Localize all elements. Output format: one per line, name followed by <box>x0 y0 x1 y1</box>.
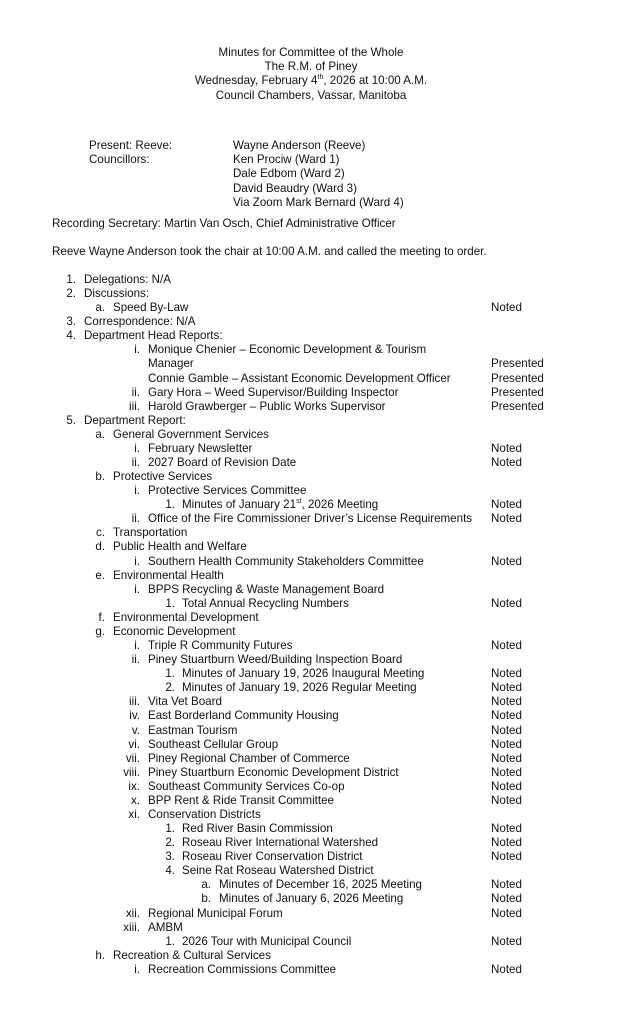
item-text <box>148 386 398 400</box>
item-marker: 1. <box>66 273 76 286</box>
item-text-main: Public Health and Welfare <box>113 540 247 554</box>
item-text <box>84 315 196 329</box>
councillor: David Beaudry (Ward 3) <box>233 181 357 195</box>
item-text-main: Piney Stuartburn Economic Development District <box>148 765 399 779</box>
item-text-main: Southeast Cellular Group <box>148 737 279 751</box>
agenda-item <box>0 498 622 512</box>
item-marker: ii. <box>131 456 140 470</box>
item-text-main: BPPS Recycling & Waste Management Board <box>148 582 385 596</box>
item-text <box>148 442 252 456</box>
item-text <box>113 949 271 963</box>
item-status: Noted <box>491 667 522 681</box>
item-status: Noted <box>491 723 522 737</box>
agenda-item <box>0 273 622 287</box>
item-marker: iii. <box>129 399 140 413</box>
item-text <box>182 935 351 949</box>
item-text <box>182 597 349 611</box>
item-status: Noted <box>491 934 522 948</box>
item-status: Presented <box>491 399 544 413</box>
agenda-item <box>0 681 622 695</box>
item-text <box>148 653 402 667</box>
item-text <box>148 963 336 977</box>
item-text-main: Piney Regional Chamber of Commerce <box>148 751 350 765</box>
agenda-item <box>0 386 622 400</box>
item-text <box>148 921 183 935</box>
item-status: Noted <box>491 639 522 653</box>
item-text <box>182 498 378 512</box>
item-text <box>84 329 223 343</box>
item-status: Noted <box>491 695 522 709</box>
item-text <box>182 667 424 681</box>
agenda-item <box>0 442 622 456</box>
item-status: Noted <box>491 554 522 568</box>
item-text <box>182 681 417 695</box>
item-text-main: Department Head Reports: <box>84 329 223 343</box>
item-text-main: Southern Health Community Stakeholders Committee <box>148 554 424 568</box>
item-marker: i. <box>134 343 140 357</box>
item-status: Noted <box>491 441 522 455</box>
item-text <box>148 808 261 822</box>
item-text-main: Office of the Fire Commissioner Driver’s License Requirements <box>148 512 473 526</box>
item-text-main: Manager <box>148 357 194 371</box>
item-status: Noted <box>491 456 522 470</box>
item-text-main: Connie Gamble – Assistant Economic Development Officer <box>148 371 451 385</box>
item-marker: ii. <box>131 385 140 399</box>
item-text-main: Protective Services Committee <box>148 484 307 498</box>
item-text <box>148 639 293 653</box>
item-text <box>84 287 149 301</box>
date-time-text: , 2026 at 10:00 A.M. <box>323 74 428 88</box>
item-text-main: Regional Municipal Forum <box>148 906 283 920</box>
item-text <box>148 907 283 921</box>
item-marker: g. <box>95 624 105 638</box>
item-marker: x. <box>130 793 140 807</box>
item-text <box>113 526 187 540</box>
item-text-main: Conservation Districts <box>148 807 261 821</box>
item-marker: 1. <box>165 934 175 948</box>
item-text-main: Protective Services <box>113 470 213 484</box>
agenda-item <box>0 667 622 681</box>
agenda-item <box>0 808 622 822</box>
agenda-item <box>0 653 622 667</box>
item-marker: b. <box>95 470 105 484</box>
item-text <box>84 273 171 287</box>
agenda-item <box>0 752 622 766</box>
item-marker: xi. <box>128 807 140 821</box>
item-marker: i. <box>134 582 140 596</box>
item-text-main: 2026 Tour with Municipal Council <box>182 934 352 948</box>
item-text <box>219 878 422 892</box>
item-marker: ii. <box>131 653 140 667</box>
item-marker: f. <box>98 610 105 624</box>
item-text-main: Triple R Community Futures <box>148 639 293 653</box>
agenda-item <box>0 639 622 653</box>
item-marker: c. <box>95 526 105 540</box>
item-status: Noted <box>491 836 522 850</box>
item-status: Noted <box>491 850 522 864</box>
agenda-item <box>0 287 622 301</box>
item-status: Presented <box>491 371 544 385</box>
item-marker: xii. <box>125 906 140 920</box>
item-marker: 3. <box>165 850 175 864</box>
item-marker: a. <box>201 878 211 892</box>
agenda-item <box>0 625 622 639</box>
agenda-item <box>0 864 622 878</box>
item-marker: 4. <box>66 329 76 343</box>
item-status: Noted <box>491 709 522 723</box>
item-text <box>148 357 194 371</box>
item-marker: vii. <box>125 751 140 765</box>
item-status: Noted <box>491 751 522 765</box>
agenda-list <box>0 273 622 977</box>
agenda-item <box>0 963 622 977</box>
agenda-item <box>0 526 622 540</box>
agenda-item <box>0 850 622 864</box>
call-to-order: Reeve Wayne Anderson took the chair at 10:00 A.M. and called the meeting to order. <box>52 245 487 258</box>
agenda-item <box>0 709 622 723</box>
agenda-item <box>0 738 622 752</box>
item-text-main: Recreation & Cultural Services <box>113 948 271 962</box>
item-marker: i. <box>134 441 140 455</box>
item-text <box>113 301 188 315</box>
item-text-main: Recreation Commissions Committee <box>148 962 337 976</box>
item-text <box>148 709 339 723</box>
item-text-main: Department Report: <box>84 413 186 427</box>
agenda-item <box>0 780 622 794</box>
attendance-block <box>89 139 404 210</box>
agenda-item <box>0 921 622 935</box>
item-marker: a. <box>95 301 105 315</box>
item-text <box>182 850 362 864</box>
item-status: Noted <box>491 737 522 751</box>
item-text-main: Roseau River International Watershed <box>182 836 379 850</box>
item-status: Noted <box>491 878 522 892</box>
agenda-item <box>0 583 622 597</box>
item-text <box>113 428 269 442</box>
item-marker: iii. <box>129 695 140 709</box>
item-text <box>182 864 374 878</box>
item-text <box>148 752 350 766</box>
item-status: Noted <box>491 498 522 512</box>
item-text <box>182 836 378 850</box>
councillors-label: Councillors: <box>89 153 150 167</box>
item-text <box>113 569 224 583</box>
agenda-item <box>0 456 622 470</box>
agenda-item <box>0 935 622 949</box>
item-marker: i. <box>134 554 140 568</box>
item-text-main: Environmental Development <box>113 610 259 624</box>
item-status: Noted <box>491 765 522 779</box>
item-status: Noted <box>491 681 522 695</box>
item-text <box>113 540 247 554</box>
item-text <box>148 456 296 470</box>
item-text-main: Delegations: N/A <box>84 273 171 286</box>
item-text-main: 2027 Board of Revision Date <box>148 456 297 470</box>
item-status: Noted <box>491 962 522 976</box>
agenda-item <box>0 555 622 569</box>
date-text: Wednesday, February 4 <box>194 74 318 88</box>
item-text <box>148 738 278 752</box>
agenda-item <box>0 878 622 892</box>
item-marker: vi. <box>128 737 140 751</box>
agenda-item <box>0 372 622 386</box>
agenda-item <box>0 569 622 583</box>
agenda-item <box>0 724 622 738</box>
item-status: Presented <box>491 357 544 371</box>
item-marker: a. <box>95 427 105 441</box>
item-text-main: Red River Basin Commission <box>182 822 333 836</box>
item-marker: 2. <box>165 681 175 695</box>
item-text <box>148 766 399 780</box>
item-text-main: Harold Grawberger – Public Works Supervisor <box>148 399 386 413</box>
item-text <box>84 414 186 428</box>
item-marker: b. <box>201 892 211 906</box>
item-status: Noted <box>491 906 522 920</box>
item-text <box>148 583 384 597</box>
item-marker: 2. <box>165 836 175 850</box>
item-text-main: Minutes of December 16, 2025 Meeting <box>219 878 423 892</box>
item-marker: h. <box>95 948 105 962</box>
item-status: Noted <box>491 596 522 610</box>
item-text-main: East Borderland Community Housing <box>148 709 339 723</box>
document-title: Minutes for Committee of the Whole <box>218 46 404 59</box>
item-text-main: Minutes of January 21 <box>182 498 297 512</box>
item-text-main: Correspondence: N/A <box>84 315 196 329</box>
document-header <box>0 46 622 103</box>
item-text <box>113 611 259 625</box>
agenda-item <box>0 822 622 836</box>
councillor: Ken Prociw (Ward 1) <box>233 153 340 167</box>
item-text-main: February Newsletter <box>148 441 253 455</box>
item-marker: 1. <box>165 667 175 681</box>
agenda-item <box>0 400 622 414</box>
item-text-main: Economic Development <box>113 624 236 638</box>
item-status: Noted <box>491 779 522 793</box>
item-marker: 4. <box>165 864 175 878</box>
item-text-main: Eastman Tourism <box>148 723 238 737</box>
item-marker: 3. <box>66 315 76 329</box>
item-text <box>148 484 307 498</box>
item-text-rest: , 2026 Meeting <box>301 498 379 512</box>
agenda-item <box>0 794 622 808</box>
agenda-item <box>0 540 622 554</box>
item-marker: i. <box>134 639 140 653</box>
date-ordinal: th <box>317 74 324 82</box>
item-text-main: Minutes of January 19, 2026 Regular Meeting <box>182 681 417 695</box>
item-text <box>182 822 333 836</box>
meeting-location: Council Chambers, Vassar, Manitoba <box>215 88 407 102</box>
item-marker: e. <box>95 568 105 582</box>
agenda-item <box>0 301 622 315</box>
item-text <box>113 625 235 639</box>
item-marker: 1. <box>165 596 175 610</box>
item-marker: 5. <box>66 413 76 427</box>
item-status: Noted <box>491 892 522 906</box>
item-text <box>148 372 451 386</box>
councillor: Dale Edbom (Ward 2) <box>233 167 345 181</box>
item-marker: viii. <box>123 765 140 779</box>
agenda-item <box>0 836 622 850</box>
item-text-ordinal: st <box>296 498 302 506</box>
item-marker: v. <box>131 723 140 737</box>
recording-secretary: Recording Secretary: Martin Van Osch, Chief Administrative Officer <box>52 217 396 230</box>
item-text-main: Transportation <box>113 526 188 540</box>
item-status: Noted <box>491 512 522 526</box>
item-marker: ix. <box>128 779 140 793</box>
item-text-main: AMBM <box>148 920 183 934</box>
item-status: Noted <box>491 301 522 315</box>
agenda-item <box>0 949 622 963</box>
agenda-item <box>0 907 622 921</box>
agenda-item <box>0 414 622 428</box>
item-text-main: Roseau River Conservation District <box>182 850 363 864</box>
item-text-main: Speed By-Law <box>113 301 189 315</box>
agenda-item <box>0 611 622 625</box>
municipality-name: The R.M. of Piney <box>264 60 358 74</box>
item-text-main: Seine Rat Roseau Watershed District <box>182 864 374 878</box>
item-text-main: Environmental Health <box>113 568 224 582</box>
item-text-main: Southeast Community Services Co-op <box>148 779 345 793</box>
item-text-main: BPP Rent & Ride Transit Committee <box>148 793 335 807</box>
item-text <box>113 470 212 484</box>
item-text <box>148 512 472 526</box>
agenda-item <box>0 512 622 526</box>
item-text <box>148 400 386 414</box>
item-status: Noted <box>491 793 522 807</box>
item-text-main: Total Annual Recycling Numbers <box>182 596 349 610</box>
item-text <box>148 555 424 569</box>
item-text <box>148 794 334 808</box>
agenda-item <box>0 766 622 780</box>
item-marker: 2. <box>66 287 76 301</box>
item-marker: d. <box>95 540 105 554</box>
item-text-main: Minutes of January 19, 2026 Inaugural Meeting <box>182 667 425 681</box>
item-text-main: Monique Chenier – Economic Development & Tourism <box>148 343 427 357</box>
item-marker: 1. <box>165 498 175 512</box>
item-text <box>219 892 403 906</box>
item-text-main: Gary Hora – Weed Supervisor/Building Inspector <box>148 385 399 399</box>
item-marker: xiii. <box>123 920 140 934</box>
councillor: Via Zoom Mark Bernard (Ward 4) <box>233 195 404 209</box>
agenda-item <box>0 329 622 343</box>
agenda-item <box>0 470 622 484</box>
agenda-item <box>0 695 622 709</box>
item-status: Noted <box>491 822 522 836</box>
agenda-item <box>0 343 622 357</box>
item-text-main: Minutes of January 6, 2026 Meeting <box>219 892 404 906</box>
item-text-main: General Government Services <box>113 427 269 441</box>
reeve-name: Wayne Anderson (Reeve) <box>233 139 366 152</box>
item-text <box>148 780 345 794</box>
meeting-date <box>0 74 622 88</box>
item-marker: ii. <box>131 512 140 526</box>
item-text <box>148 343 426 357</box>
item-marker: i. <box>134 962 140 976</box>
agenda-item <box>0 357 622 371</box>
item-marker: i. <box>134 484 140 498</box>
item-status: Presented <box>491 385 544 399</box>
item-text-main: Vita Vet Board <box>148 695 222 709</box>
item-text <box>148 695 222 709</box>
item-text-main: Discussions: <box>84 287 150 301</box>
agenda-item <box>0 484 622 498</box>
agenda-item <box>0 892 622 906</box>
present-label: Present: Reeve: <box>89 139 173 152</box>
agenda-item <box>0 315 622 329</box>
agenda-item <box>0 597 622 611</box>
item-text <box>148 724 237 738</box>
item-marker: iv. <box>129 709 140 723</box>
agenda-item <box>0 428 622 442</box>
item-text-main: Piney Stuartburn Weed/Building Inspection Board <box>148 653 403 667</box>
item-marker: 1. <box>165 822 175 836</box>
